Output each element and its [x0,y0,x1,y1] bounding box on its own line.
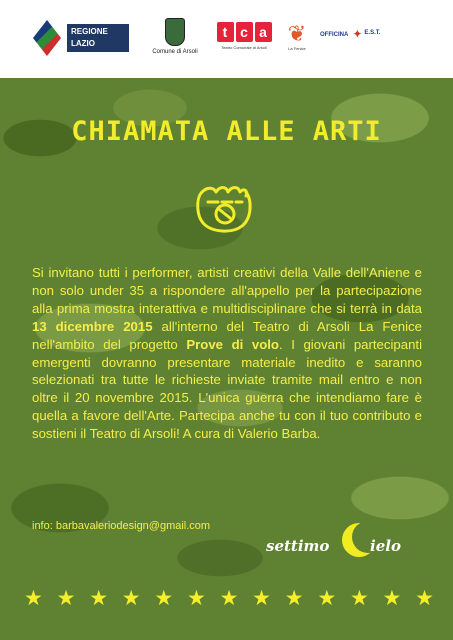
star-icon: ★ [382,587,402,610]
officina-est-logo [320,28,430,52]
star-icon: ★ [24,587,43,610]
project-name: Prove di volo [186,336,279,352]
settimo-cielo-logo [266,523,436,567]
tca-caption: Teatro Comunale di Arsoli [221,45,267,50]
star-icon: ★ [317,587,337,610]
star-icon: ★ [121,587,141,610]
regione-line2: LAZIO [71,39,95,48]
event-date: 13 dicembre 2015 [32,318,153,334]
tca-letter-t: t [217,22,234,42]
star-row [24,588,434,610]
tca-logo [214,22,274,62]
pointing-finger-icon [192,178,258,238]
star-icon: ★ [252,587,271,610]
regione-line1: REGIONE [71,27,108,36]
fenice-caption: La Fenice [288,46,306,51]
phoenix-icon: ❦ [287,21,307,46]
regione-emblem-icon [33,20,61,56]
logo-header [0,0,453,78]
body-part-2: all'interno del Teatro di Arsoli La Fenice nell'ambito del progetto [32,318,422,352]
compass-star-icon: ✦ [352,27,363,41]
camo-panel [0,78,453,640]
star-icon: ★ [89,587,109,610]
officina-label: OFFICINA [320,32,349,38]
star-icon: ★ [284,587,304,610]
body-part-1: Si invitano tutti i performer, artisti creativi della Valle dell'Aniene e non solo under 35 a rispondere all'appello per la partecipazione alla prima mostra interattiva e multidisciplinare che si terrà in data [32,265,422,316]
tca-letter-c: c [236,22,253,42]
regione-lazio-logo [33,20,129,56]
la-fenice-logo [282,22,312,58]
est-label: E.S.T. [364,30,381,36]
star-icon: ★ [219,587,239,610]
tca-letter-a: a [255,22,272,42]
star-icon: ★ [56,587,76,610]
star-icon: ★ [349,587,369,610]
comune-label: Comune di Arsoli [152,49,198,55]
contact-info: info: barbavaleriodesign@gmail.com [32,520,211,532]
body-part-3: . I giovani partecipanti emergenti dovranno presentare materiale inedito e saranno selezionati tra tutte le richieste inviate tramite mail entro e non oltre il 20 novembre 2015. L'unica guerra che intendiamo fare è quella a favore dell'Arte. Partecipa anche tu con il tuo contributo e sostieni il Teatro di Arsoli! A cura di Valerio Barba. [32,336,423,442]
announcement-text [32,264,422,443]
star-icon: ★ [154,587,174,610]
crest-icon [165,18,185,46]
page-title: CHIAMATA ALLE ARTI [71,116,382,147]
brand-word-1: settimo [266,537,330,555]
star-icon: ★ [186,587,206,610]
star-icon: ★ [415,587,434,610]
brand-word-2: ielo [370,537,401,555]
comune-arsoli-logo [150,14,200,66]
regione-label [67,24,129,52]
